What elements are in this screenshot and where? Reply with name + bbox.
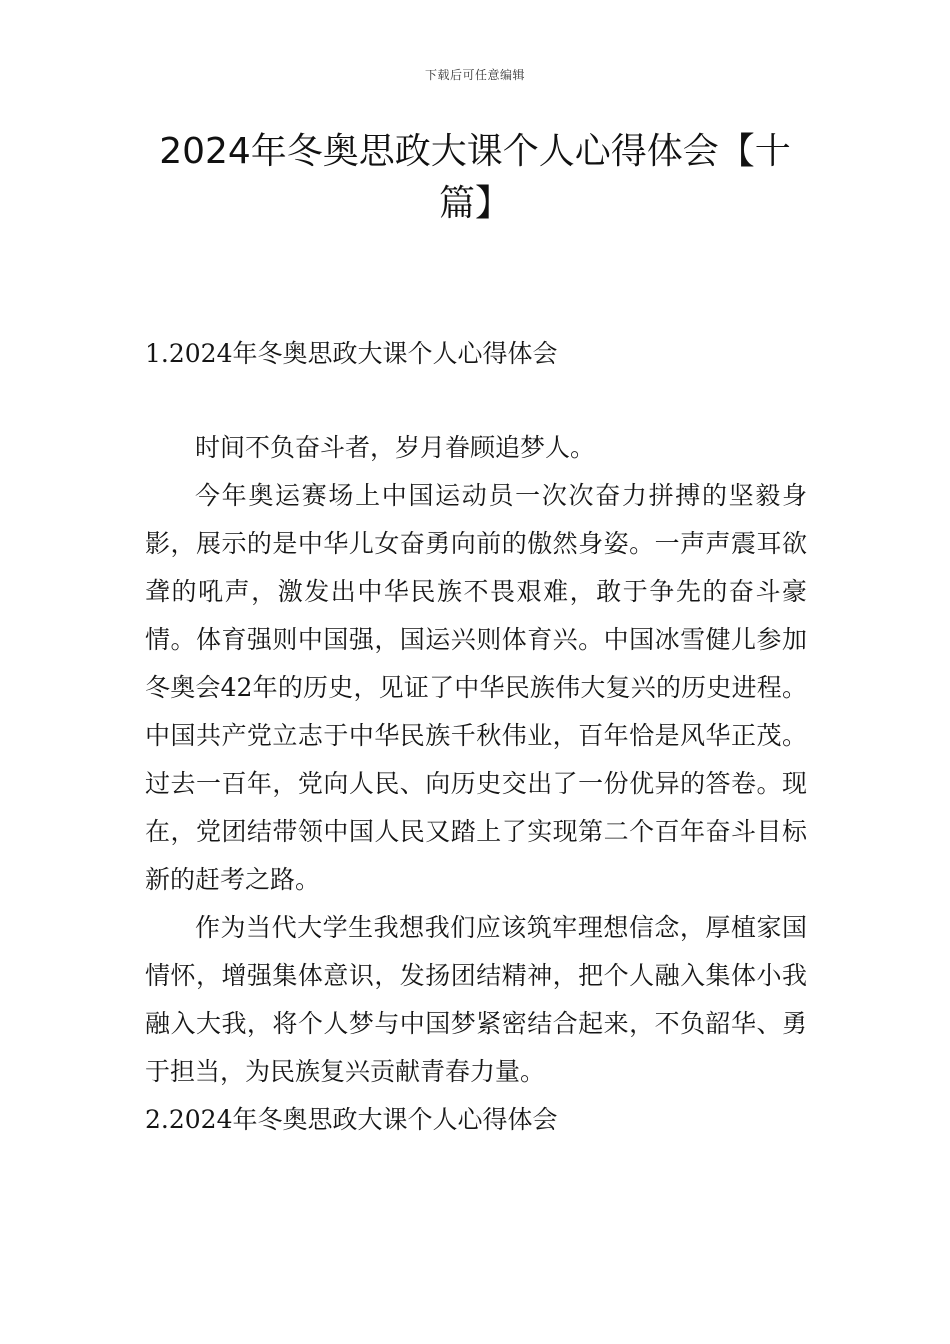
- section-heading-2: 2.2024年冬奥思政大课个人心得体会: [145, 1105, 558, 1134]
- header-note: 下载后可任意编辑: [424, 68, 525, 82]
- document-title: 2024年冬奥思政大课个人心得体会【十篇】: [159, 131, 791, 224]
- paragraph-1: 时间不负奋斗者，岁月眷顾追梦人。: [195, 433, 596, 462]
- paragraph-2: 今年奥运赛场上中国运动员一次次奋力拼搏的坚毅身影，展示的是中华儿女奋勇向前的傲然身姿。一声声震耳欲聋的吼声，激发出中华民族不畏艰难，敢于争先的奋斗豪情。体育强则中国强，国运兴则体育兴。中国冰雪健儿参加冬奥会42年的历史，见证了中华民族伟大复兴的历史进程。中国共产党立志于中华民族千秋伟业，百年恰是风华正茂。过去一百年，党向人民、向历史交出了一份优异的答卷。现在，党团结带领中国人民又踏上了实现第二个百年奋斗目标新的赶考之路。: [145, 481, 807, 894]
- section-heading-1: 1.2024年冬奥思政大课个人心得体会: [145, 339, 558, 368]
- document-body: [145, 330, 807, 1144]
- paragraph-3: 作为当代大学生我想我们应该筑牢理想信念，厚植家国情怀，增强集体意识，发扬团结精神，把个人融入集体小我融入大我，将个人梦与中国梦紧密结合起来，不负韶华、勇于担当，为民族复兴贡献青春力量。: [145, 913, 807, 1086]
